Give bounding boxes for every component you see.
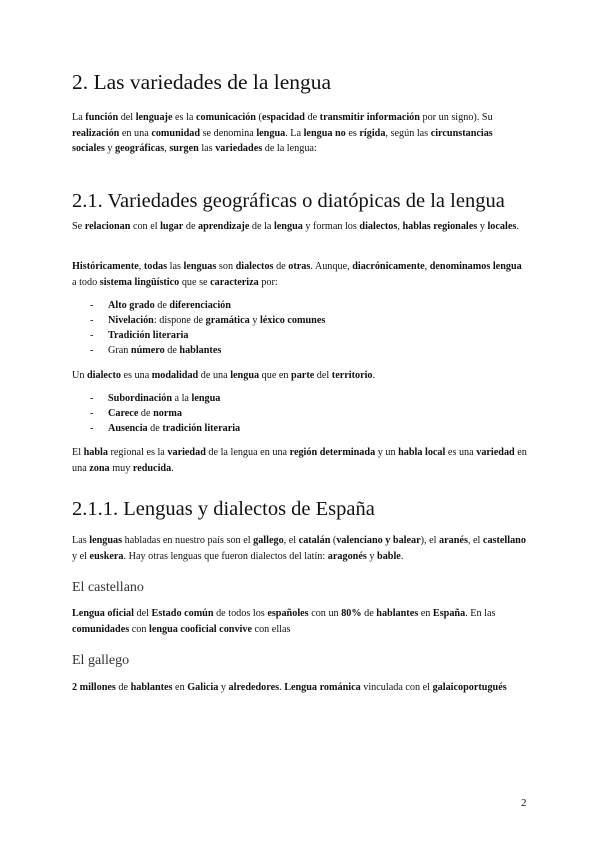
bold-term: Lengua románica xyxy=(284,682,361,693)
bold-term: léxico comunes xyxy=(259,315,326,326)
dash-bullet-icon: - xyxy=(90,408,94,419)
text-run: de la lengua: xyxy=(262,143,317,154)
text-run: Las xyxy=(72,535,90,546)
bold-term: hablantes xyxy=(179,345,222,356)
bold-term: hablantes xyxy=(130,682,173,693)
bold-term: dialectos xyxy=(359,221,398,232)
text-run: de xyxy=(273,261,289,272)
section-2-1-1-paragraph xyxy=(72,533,528,564)
text-run: del xyxy=(133,608,152,619)
section-2-1-paragraph-3 xyxy=(72,368,528,384)
text-run: de una xyxy=(198,370,231,381)
bold-term: variedades xyxy=(215,143,263,154)
page-number: 2 xyxy=(521,797,527,809)
bold-term: habla local xyxy=(398,447,446,458)
bold-term: hablas regionales xyxy=(402,221,478,232)
text-run: con el xyxy=(130,221,161,232)
section-2-1-1-heading: 2.1.1. Lenguas y dialectos de España xyxy=(72,498,375,520)
bold-term: dialectos xyxy=(235,261,274,272)
text-run: . xyxy=(516,221,519,232)
bold-term: España xyxy=(432,608,466,619)
text-run: . xyxy=(372,370,376,381)
text-run: . En las xyxy=(465,608,496,619)
text-run: . xyxy=(400,550,404,562)
text-run: del xyxy=(314,370,332,381)
text-run: , el xyxy=(283,535,299,546)
bold-term: aranés xyxy=(439,535,468,546)
text-run: con ellas xyxy=(252,623,291,635)
gallego-heading: El gallego xyxy=(72,653,130,668)
text-run: ( xyxy=(330,535,337,546)
text-run: de xyxy=(164,345,180,356)
list-item xyxy=(72,391,528,406)
dash-bullet-icon: - xyxy=(90,330,94,341)
bold-term: tradición literaria xyxy=(162,423,241,434)
text-run: y xyxy=(366,550,378,562)
text-run: y forman los xyxy=(302,221,360,232)
bold-term: Lengua oficial xyxy=(72,608,134,619)
list-item xyxy=(72,298,528,313)
bold-term: diacrónicamente xyxy=(352,261,425,272)
dash-bullet-icon: - xyxy=(90,393,94,404)
text-run: con xyxy=(129,623,149,635)
text-run: que en xyxy=(259,370,292,381)
text-run: y xyxy=(249,315,260,326)
bold-term: diferenciación xyxy=(169,300,231,311)
bold-term: lengua xyxy=(191,393,221,404)
text-run: ), el xyxy=(420,535,440,546)
bold-term: valenciano y balear xyxy=(336,535,421,546)
bold-term: Históricamente xyxy=(72,261,139,272)
section-2-1-paragraph-2 xyxy=(72,259,528,290)
text-run: por: xyxy=(258,276,278,288)
bold-term: gramática xyxy=(205,315,250,326)
bold-term: alrededores xyxy=(228,682,280,693)
list-item xyxy=(72,421,528,436)
bold-term: euskera xyxy=(89,550,124,562)
text-run: en una xyxy=(119,127,152,139)
bold-term: todas xyxy=(143,261,168,272)
dialect-traits-list xyxy=(72,391,528,436)
text-run: es una xyxy=(445,447,477,458)
text-run: de xyxy=(147,423,163,434)
text-run: Gran xyxy=(108,345,131,356)
bold-term: variedad xyxy=(167,447,206,458)
text-run: : dispone de xyxy=(153,315,206,326)
text-run: es la xyxy=(172,112,196,123)
bold-term: Carece xyxy=(108,408,139,419)
bold-term: rígida xyxy=(359,127,386,139)
bold-term: 2 millones xyxy=(72,682,116,693)
castellano-paragraph xyxy=(72,606,528,637)
section-2-1-paragraph-4 xyxy=(72,445,528,476)
bold-term: comunicación xyxy=(195,112,256,123)
gallego-paragraph xyxy=(72,680,528,696)
bold-term: españoles xyxy=(267,608,309,619)
text-run: de xyxy=(115,682,131,693)
text-run: del xyxy=(118,112,136,123)
bold-term: galaicoportugués xyxy=(432,682,507,693)
text-run: es una xyxy=(120,370,152,381)
text-run: las xyxy=(167,261,184,272)
text-run: , xyxy=(164,143,170,154)
bold-term: reducida xyxy=(132,462,172,474)
bold-term: Subordinación xyxy=(108,393,172,404)
bold-term: sistema lingüístico xyxy=(99,276,180,288)
text-run: , xyxy=(397,221,403,232)
list-item xyxy=(72,313,528,328)
text-run: habladas en nuestro país son el xyxy=(122,535,254,546)
text-run: de xyxy=(304,112,320,123)
text-run: vinculada con el xyxy=(360,682,433,693)
text-run: . Hay otras lenguas que fueron dialectos del latín: xyxy=(123,550,328,562)
bold-term: parte xyxy=(291,370,315,381)
bold-term: función xyxy=(85,112,119,123)
bold-term: locales xyxy=(487,221,517,232)
text-run: y xyxy=(218,682,229,693)
bold-term: modalidad xyxy=(151,370,199,381)
bold-term: lengua xyxy=(256,127,286,139)
bold-term: 80% xyxy=(341,608,362,619)
bold-term: lengua no xyxy=(303,127,346,139)
list-item xyxy=(72,343,528,358)
bold-term: lugar xyxy=(160,221,184,232)
text-run: se denomina xyxy=(200,127,257,139)
bold-term: lengua xyxy=(230,370,260,381)
bold-term: zona xyxy=(89,462,110,474)
text-run: de xyxy=(361,608,377,619)
text-run: en una xyxy=(72,447,527,474)
text-run: Un xyxy=(72,370,87,381)
text-run: de xyxy=(154,300,170,311)
bold-term: territorio xyxy=(331,370,373,381)
text-run: , según las xyxy=(385,127,431,139)
bold-term: lenguas xyxy=(89,535,123,546)
text-run: El xyxy=(72,447,84,458)
dash-bullet-icon: - xyxy=(90,315,94,326)
dash-bullet-icon: - xyxy=(90,423,94,434)
bold-term: número xyxy=(130,345,165,356)
bold-term: bable xyxy=(377,550,401,562)
bold-term: Ausencia xyxy=(108,423,148,434)
text-run: y xyxy=(104,143,116,154)
bold-term: surgen xyxy=(169,143,199,154)
bold-term: lengua xyxy=(273,221,303,232)
bold-term: transmitir información xyxy=(319,112,420,123)
section-2-1-paragraph-1 xyxy=(72,219,528,235)
bold-term: lenguas xyxy=(183,261,217,272)
text-run: . La xyxy=(285,127,304,139)
bold-term: Alto grado xyxy=(108,300,155,311)
bold-term: hablantes xyxy=(376,608,419,619)
bold-term: circunstancias sociales xyxy=(72,127,493,154)
list-item xyxy=(72,328,528,343)
bold-term: castellano xyxy=(482,535,526,546)
text-run: y el xyxy=(72,550,90,562)
language-traits-list xyxy=(72,298,528,358)
bold-term: caracteriza xyxy=(210,276,259,288)
text-run: en xyxy=(172,682,188,693)
text-run: , xyxy=(424,261,430,272)
text-run: con un xyxy=(308,608,342,619)
bold-term: variedad xyxy=(476,447,515,458)
text-run: a la xyxy=(171,393,192,404)
bold-term: aragonés xyxy=(327,550,367,562)
text-run: de xyxy=(183,221,199,232)
text-run: . Aunque, xyxy=(310,261,353,272)
text-run: muy xyxy=(109,462,133,474)
bold-term: espacidad xyxy=(261,112,305,123)
bold-term: aprendizaje xyxy=(198,221,250,232)
text-run: y un xyxy=(375,447,399,458)
bold-term: Tradición literaria xyxy=(108,330,189,341)
bold-term: lengua cooficial convive xyxy=(149,623,252,635)
bold-term: comunidades xyxy=(72,623,130,635)
bold-term: región determinada xyxy=(289,447,376,458)
bold-term: comunidad xyxy=(151,127,201,139)
bold-term: dialecto xyxy=(87,370,121,381)
text-run: son xyxy=(216,261,236,272)
text-run: a todo xyxy=(72,276,100,288)
text-run: de xyxy=(138,408,154,419)
section-2-heading: 2. Las variedades de la lengua xyxy=(72,70,332,94)
section-2-1-heading: 2.1. Variedades geográficas o diatópicas de la lengua xyxy=(72,190,505,212)
bold-term: norma xyxy=(153,408,182,419)
bold-term: catalán xyxy=(298,535,331,546)
bold-term: otras xyxy=(288,261,311,272)
text-run: de la xyxy=(249,221,274,232)
dash-bullet-icon: - xyxy=(90,345,94,356)
bold-term: realización xyxy=(72,127,120,139)
text-run: La xyxy=(72,112,86,123)
text-run: las xyxy=(198,143,216,154)
list-item xyxy=(72,406,528,421)
text-run: . xyxy=(171,462,174,474)
text-run: . xyxy=(279,682,285,693)
bold-term: geográficas xyxy=(115,143,165,154)
section-2-paragraph xyxy=(72,110,528,157)
bold-term: relacionan xyxy=(84,221,131,232)
text-run: Se xyxy=(72,221,85,232)
bold-term: habla xyxy=(83,447,108,458)
dash-bullet-icon: - xyxy=(90,300,94,311)
text-run: es xyxy=(345,127,360,139)
text-run: de la lengua en una xyxy=(205,447,290,458)
text-run: en xyxy=(418,608,433,619)
text-run: que se xyxy=(179,276,211,288)
bold-term: Galicia xyxy=(187,682,219,693)
bold-term: gallego xyxy=(253,535,284,546)
text-run: regional es la xyxy=(107,447,168,458)
bold-term: lenguaje xyxy=(135,112,173,123)
text-run: , xyxy=(138,261,144,272)
text-run: , el xyxy=(467,535,483,546)
bold-term: Nivelación xyxy=(108,315,154,326)
text-run: ( xyxy=(255,112,262,123)
text-run: por un signo). Su xyxy=(419,112,493,123)
castellano-heading: El castellano xyxy=(72,580,144,595)
bold-term: Estado común xyxy=(151,608,214,619)
text-run: de todos los xyxy=(213,608,268,619)
text-run: y xyxy=(477,221,488,232)
bold-term: denominamos lengua xyxy=(429,261,522,272)
